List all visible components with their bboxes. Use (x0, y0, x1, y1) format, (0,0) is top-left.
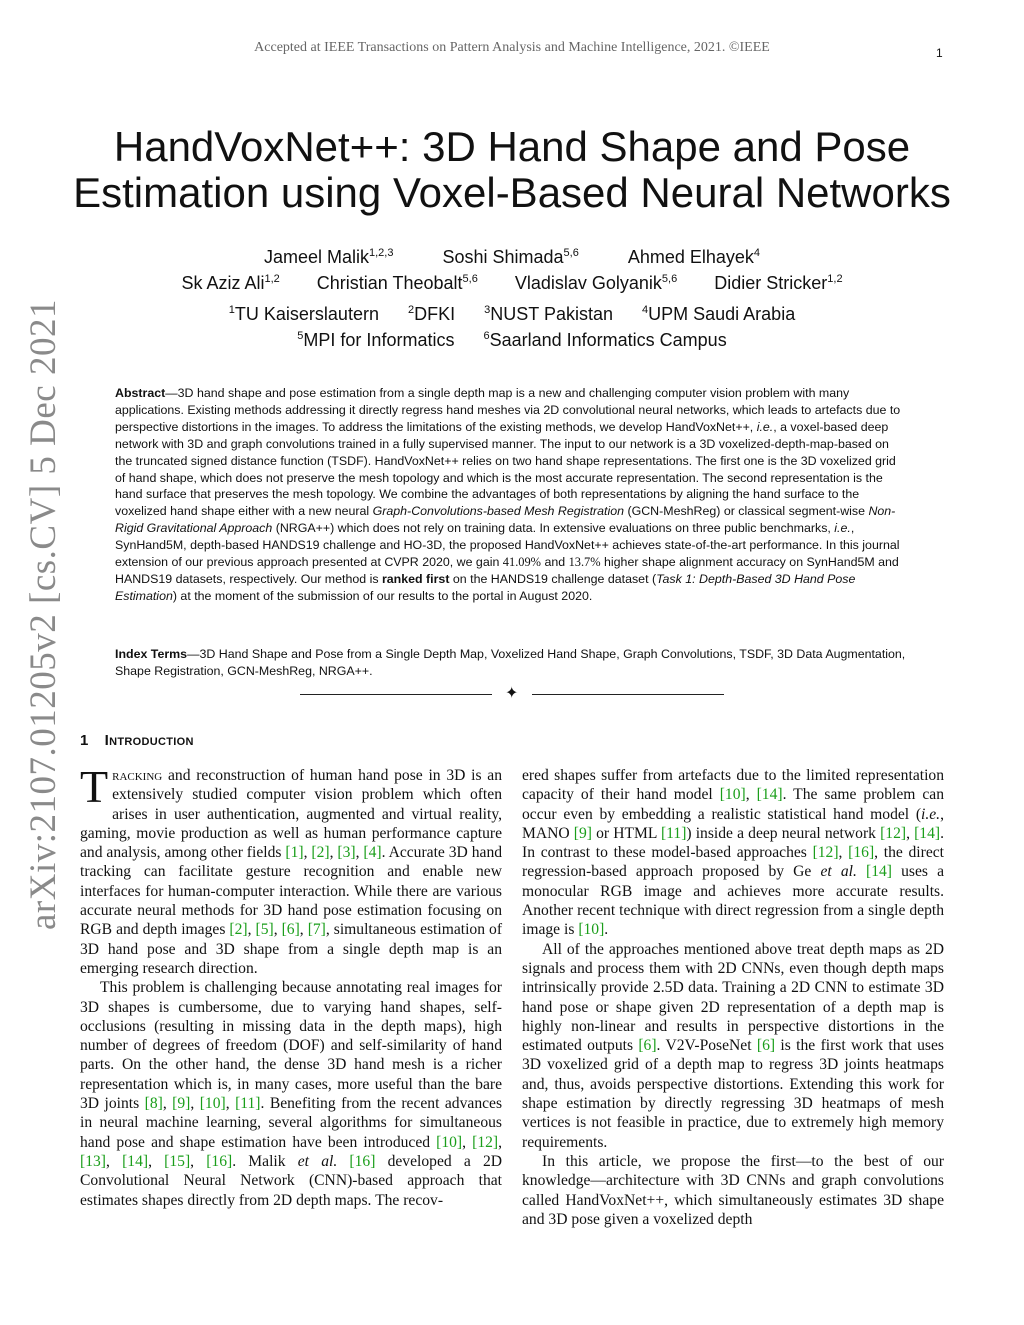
abstract: Abstract—3D hand shape and pose estimation from a single depth map is a new and challenging computer vision problem with many applications. Existing methods addressing it directly regress hand meshes via 2D convolutional neural networks, which leads to artefacts due to perspective distortions in the images. To address the limitations of the existing methods, we develop HandVoxNet++, i.e., a voxel-based deep network with 3D and graph convolutions trained in a fully supervised manner. The input to our network is a 3D voxelized-depth-map-based on the truncated signed distance function (TSDF). HandVoxNet++ relies on two hand shape representations. The first one is the 3D voxelized grid of hand shape, which does not preserve the mesh topology and which is the most accurate representation. The second representation is the hand surface that preserves the mesh topology. We combine the advantages of both representations by aligning the hand surface to the voxelized hand shape either with a new neural Graph-Convolutions-based Mesh Registration (GCN-MeshReg) or classical segment-wise Non-Rigid Gravitational Approach (NRGA++) which does not rely on training data. In extensive evaluations on three public benchmarks, i.e., SynHand5M, depth-based HANDS19 challenge and HO-3D, the proposed HandVoxNet++ achieves state-of-the-art performance. In this journal extension of our previous approach presented at CVPR 2020, we gain 41.09% and 13.7% higher shape alignment accuracy on SynHand5M and HANDS19 datasets, respectively. Our method is ranked first on the HANDS19 challenge dataset (Task 1: Depth-Based 3D Hand Pose Estimation) at the moment of the submission of our results to the portal in August 2020. (115, 386, 901, 603)
authors-line-2 (60, 273, 964, 294)
diamond-icon: ✦ (505, 685, 519, 702)
paragraph: This problem is challenging because annotating real images for 3D shapes is cumbersome, due to varying hand shapes, self-occlusions (resulting in missing data in the depth maps), high number of degrees of freedom (DOF) and self-similarity of hand parts. On the other hand, the dense 3D hand mesh is a richer representation which is, in many cases, more useful than the bare 3D joints [8], [9], [10], [11]. Benefiting from the recent advances in neural machine learning, several algorithms for simultaneous hand pose and shape estimation have been introduced [10], [12], [13], [14], [15], [16]. Malik et al. [16] developed a 2D Convolutional Neural Network (CNN)-based approach that estimates shapes directly from 2D depth maps. The recov- (80, 979, 503, 1209)
section-divider (300, 684, 724, 704)
section-heading: 1 Introduction (80, 732, 194, 749)
column-left (80, 761, 503, 1210)
title-line-2: Estimation using Voxel-Based Neural Networks (73, 169, 951, 216)
affiliation: $^4$UPM Saudi Arabia (642, 304, 796, 324)
divider-line-right (532, 694, 724, 695)
affiliation: $^2$DFKI (407, 304, 456, 324)
paragraph: In this article, we propose the first—to the best of our knowledge—architecture with 3D CNNs and graph convolutions called HandVoxNet++, which simultaneously estimates 3D shape and 3D pose given a voxelized depth (522, 1152, 944, 1228)
drop-cap: T (80, 761, 109, 812)
paragraph: ered shapes suffer from artefacts due to the limited representation capacity of their hand model [10], [14]. The same problem can occur even by embedding a realistic statistical hand model (i.e., MANO [9] or HTML [11]) inside a deep neural network [12], [14]. In contrast to these model-based approaches [12], [16], the direct regression-based approach proposed by Ge et al. [14] uses a monocular RGB image and achieves more accurate results. Another recent technique with direct regression from a single depth image is [10]. (522, 767, 945, 939)
arxiv-stamp: arXiv:2107.01205v2 [cs.CV] 5 Dec 2021 (23, 299, 64, 930)
page-number: 1 (936, 46, 943, 60)
author: Ahmed Elhayek$^4$ (627, 247, 761, 267)
affiliations-line-2 (60, 330, 964, 351)
paper-title (60, 124, 964, 216)
title-line-1: HandVoxNet++: 3D Hand Shape and Pose (113, 123, 911, 170)
abstract-label: Abstract (115, 386, 166, 400)
affiliation: $^5$MPI for Informatics (297, 330, 455, 350)
author: Soshi Shimada$^{5,6}$ (442, 247, 579, 267)
authors-line-1 (60, 247, 964, 268)
divider-line-left (300, 694, 492, 695)
affiliations-line-1 (60, 304, 964, 325)
index-terms: Index Terms—3D Hand Shape and Pose from a Single Depth Map, Voxelized Hand Shape, Graph Convolutions, TSDF, 3D Data Augmentation, Shape Registration, GCN-MeshReg, NRGA++. (115, 647, 906, 678)
paragraph: All of the approaches mentioned above treat depth maps as 2D signals and process them with 2D CNNs, even though depth maps intrinsically provide 2.5D data. Training a 2D CNN to estimate 3D hand pose or shape given 2D representation of a depth map is highly non-linear and results in perspective distortions in the estimated outputs [6]. V2V-PoseNet [6] is the first work that uses 3D voxelized grid of a depth map to regress 3D joints heatmaps and, thus, avoids perspective distortions. Extending this work for shape estimation by directly regressing 3D heatmaps of mesh vertices is not feasible in practice, due to extremely high memory requirements. (522, 940, 944, 1151)
paragraph: Tracking and reconstruction of human hand pose in 3D is an extensively studied computer vision problem which often arises in user authentication, augmented and virtual reality, gaming, movie production as well as human performance capture and analysis, among other fields [1], [2], [3], [4]. Accurate 3D hand tracking can facilitate gesture recognition and enable new interfaces for human-computer interaction. While there are various accurate neural methods for 3D hand pose estimation focusing on RGB and depth images [2], [5], [6], [7], simultaneous estimation of 3D hand pose and 3D shape from a single depth map is an emerging research direction. (80, 761, 503, 977)
affiliation: $^3$NUST Pakistan (484, 304, 613, 324)
author: Didier Stricker$^{1,2}$ (714, 273, 843, 293)
running-header: Accepted at IEEE Transactions on Pattern Analysis and Machine Intelligence, 2021. ©IEEE (254, 40, 770, 55)
column-right (522, 766, 944, 1229)
affiliation: $^1$TU Kaiserslautern (228, 304, 379, 324)
author: Sk Aziz Ali$^{1,2}$ (181, 273, 280, 293)
author: Christian Theobalt$^{5,6}$ (316, 273, 478, 293)
author: Vladislav Golyanik$^{5,6}$ (514, 273, 678, 293)
index-terms-label: Index Terms (115, 647, 188, 661)
author: Jameel Malik$^{1,2,3}$ (263, 247, 394, 267)
affiliation: $^6$Saarland Informatics Campus (483, 330, 727, 350)
